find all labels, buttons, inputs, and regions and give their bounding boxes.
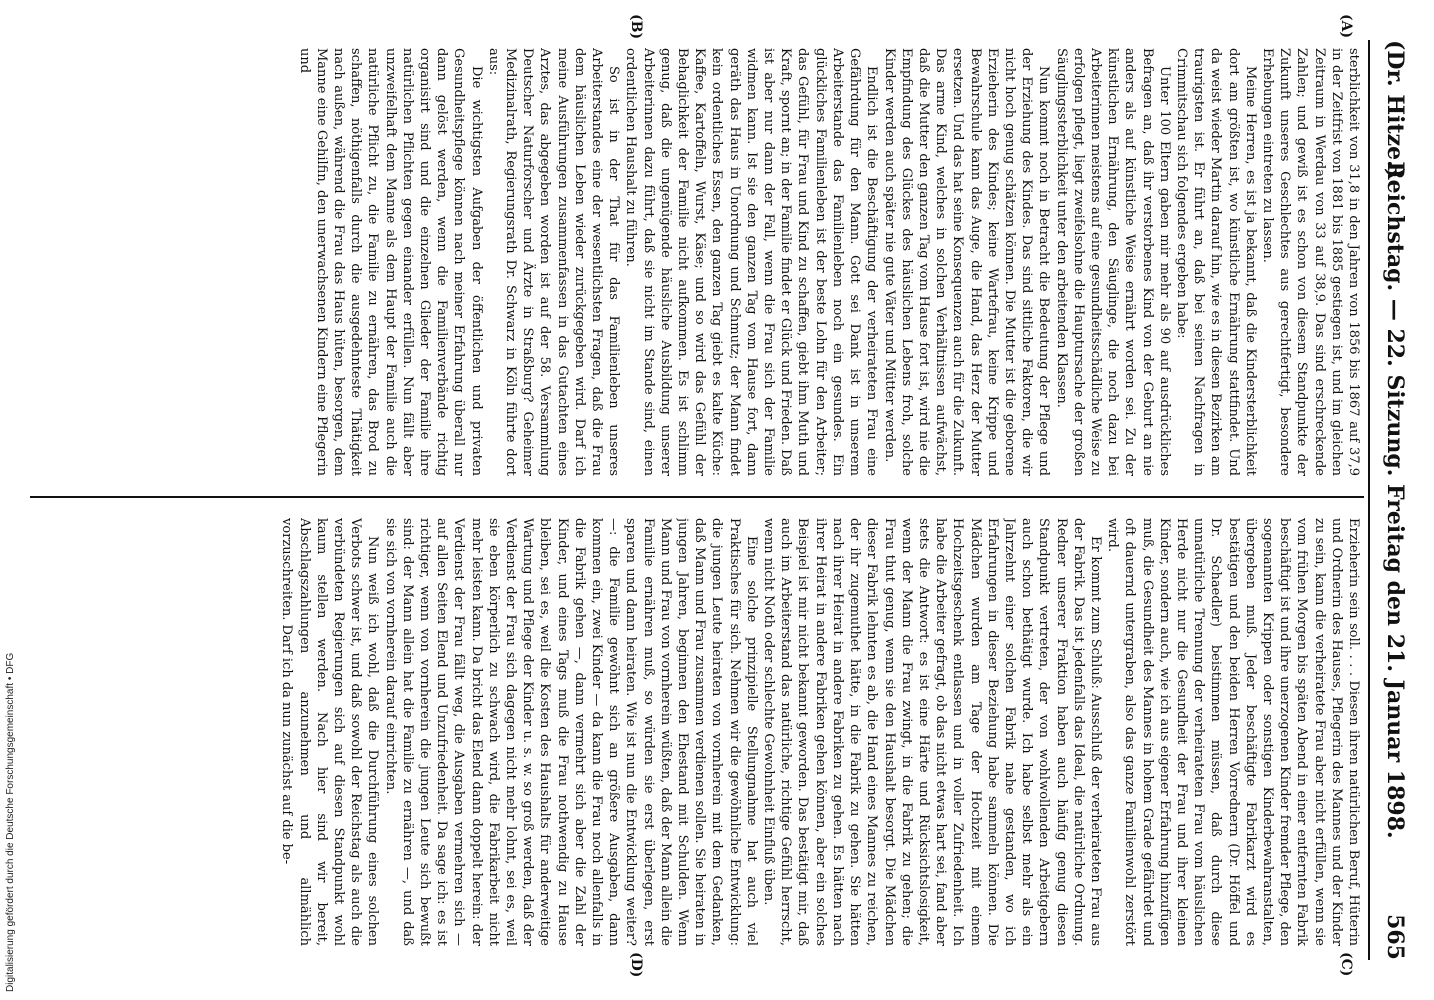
- column-divider: [30, 496, 1364, 498]
- paragraph: Er kommt zum Schluß: Ausschluß der verheirateten Frau aus der Fabrik. Das ist jedenfalls das Ideal, die natürliche Ordnung. Redner unserer Fraktion haben auch häufig genug diesen Standpunkt vertreten, der von wohlwollenden Arbeitgebern auch schon bethätigt wurde. Ich habe selbst mehr als ein Jahrzehnt einer solchen Fabrik nahe gestanden, wo ich Erfahrungen in dieser Beziehung habe sammeln können. Die Mädchen wurden am Tage der Hochzeit mit einem Hochzeitsgeschenk entlassen und in voller Zufriedenheit. Ich habe die Arbeiter gefragt, ob das nicht etwas hart sei, fand aber stets die Antwort: es ist eine Härte und Rücksichtslosigkeit, wenn der Mann die Frau zwingt, in die Fabrik zu gehen; die Frau thut genug, wenn sie den Haushalt besorgt. Die Mädchen dieser Fabrik lehnten es ab, die Hand eines Mannes zu reichen, der ihr zugemuthet hätte, in die Fabrik zu gehen. Sie hätten nach ihrer Heirat in andere Fabriken zu gehen. Es hätten nach ihrer Heirat in andere Fabriken gehen können, aber ein solches Beispiel ist mir nicht bekannt geworden. Das bestätigt mir, daß auch im Arbeiterstand das natürliche, richtige Gefühl herrscht, wenn nicht Noth oder schlechte Gewohnheit Einfluß üben.: [761, 518, 1103, 946]
- paragraph: So ist in der That für das Familienleben unseres Arbeiterstandes eine der wesentlichsten Fragen, daß die Frau dem häuslichen Leben wieder zurückgegeben wird. Darf ich meine Ausführungen zusammenfassen in das Gutachten eines Arztes, das abgegeben worden ist auf der 58. Versammlung Deutscher Naturforscher und Ärzte in Straßburg? Geheimer Medizinalrath, Regierungsrath Dr. Schwarz in Köln führte dort aus:: [485, 48, 622, 476]
- margin-marker-d: (D): [628, 952, 644, 978]
- running-header: [1378, 40, 1412, 960]
- paragraph: Eine solche prinzipielle Stellungnahme hat auch viel Praktisches für sich. Nehmen wir die gewöhnliche Entwicklung: die jungen Leute heiraten von vornherein mit dem Gedanken, daß Mann und Frau zusammen verdienen sollen. Sie heiraten in jungen Jahren, beginnen den Ehestand mit Schulden. Wenn Mann und Frau von vornherein wüßten, daß der Mann allein die Familie ernähren muß, so würden sie erst überlegen, erst sparen und dann heiraten. Wie ist nun die Entwicklung weiter? —: die Familie gewöhnt sich an größere Ausgaben, dann kommen ein, zwei Kinder — da kann die Frau noch allenfalls in die Fabrik gehen —, dann vermehrt sich aber die Zahl der Kinder, und eines Tags muß die Frau nothwendig zu Hause bleiben, sei es, weil die Kosten des Haushalts für anderweitige Wartung und Pflege der Kinder u. s. w. so groß werden, daß der Verdienst der Frau sich dagegen nicht mehr lohnt, sei es, weil sie eben körperlich zu schwach wird, die Fabrikarbeit nicht mehr leisten kann. Da bricht das Elend dann doppelt herein: der Verdienst der Frau fällt weg, die Ausgaben vermehren sich — auf allen Seiten Elend und Unzufriedenheit. Da sage ich: es ist richtiger, wenn von vornherein die jungen Leute sich bewußt sind: der Mann allein hat die Familie zu ernähren —, und daß sie sich von vornherein darauf einrichten.: [382, 518, 759, 946]
- margin-marker-b: (B): [628, 14, 644, 40]
- text-column-right: [30, 518, 1362, 946]
- paragraph: Nun weiß ich wohl, daß die Durchführung eines solchen Verbots schwer ist, und daß sowohl der Reichstag als auch die verbündeten Regierungen sich auf diesen Standpunkt wohl kaum stellen werden. Nach hier sind wir bereit, Abschlagszahlungen anzunehmen und allmählich vorzuschreiten. Darf ich da nun zunächst auf die be-: [279, 518, 381, 946]
- page-number: 565: [1382, 914, 1408, 960]
- margin-marker-c: (C): [1338, 952, 1354, 977]
- margin-marker-a: (A): [1338, 14, 1354, 39]
- running-title: Reichstag. — 22. Sitzung. Freitag den 21. Januar 1898.: [1382, 161, 1408, 839]
- quotation-paragraph: Unter 100 Eltern gaben mir mehr als 90 auf ausdrückliches Befragen an, daß ihr verstorbenes Kind von der Geburt an nie anders als auf künstliche Weise ernährt worden sei. Zu der künstlichen Ernährung, den Säuglinge, die noch dazu bei Arbeiterinnen meistens auf eine gesundheitsschädliche Weise zu erfolgen pflegt, liegt zweifelsohne die Hauptursache der großen Säuglingssterblichkeit unter den arbeitenden Klassen.: [1053, 48, 1172, 476]
- paragraph: sterblichkeit von 31,8 in den Jahren von 1856 bis 1867 auf 37,9 in der Zeitfrist von 1881 bis 1885 gestiegen ist, und im gleichen Zeitraum in Werdau von 33 auf 38,9. Das sind erschreckende Zahlen; und gewiß ist es schon von diesem Standpunkte der Zukunft unseres Geschlechtes aus gerechtfertigt, besondere Erhebungen eintreten zu lassen.: [1259, 48, 1361, 476]
- paragraph: Nun kommt noch in Betracht die Bedeutung der Pflege und der Erziehung des Kindes. Das sind sittliche Faktoren, die wir nicht hoch genug schätzen können. Die Mutter ist die geborene Erzieherin des Kindes; keine Wartefrau, keine Krippe und Bewahrschule kann das Auge, die Hand, das Herz der Mutter ersetzen. Und das hat seine Konsequenzen auch für die Zukunft. Das arme Kind, welches in solchen Verhältnissen aufwächst, daß die Mutter den ganzen Tag vom Hause fort ist, wird nie die Empfindung des Glückes des häuslichen Lebens froh, solche Kinder werden auch später nie gute Väter und Mütter werden.: [881, 48, 1052, 476]
- header-rule: [1368, 40, 1370, 960]
- digitisation-notice: [0, 0, 20, 1000]
- text-column-left: [30, 48, 1362, 476]
- quotation-paragraph: Erzieherin sein soll. . . . Diesen ihren natürlichen Beruf, Hüterin und Ordnerin des Hauses, Pflegerin des Mannes und der Kinder zu sein, kann die verheiratete Frau aber nicht erfüllen, wenn sie vom frühen Morgen bis späten Abend in einer entfernten Fabrik beschäftigt ist und ihre unerzogenen Kinder fremder Pflege, den sogenannten Krippen oder sonstigen Kinderbewahranstalten, übergeben muß. Jeder beschäftigte Fabrikarzt wird es bestätigen und den beiden Herren Vorrednern (Dr. Höffel und Dr. Schaedler) beistimmen müssen, daß durch diese unnatürliche Trennung der verheirateten Frau vom häuslichen Herde nicht nur die Gesundheit der Frau und ihrer kleinen Kinder, sondern auch, wie ich aus eigener Erfahrung hinzufügen muß, die Gesundheit des Mannes in hohem Grade gefährdet und oft dauernd untergraben, also das ganze Familienwohl zerstört wird.: [1105, 518, 1361, 946]
- quotation-paragraph: Die wichtigsten Aufgaben der öffentlichen und privaten Gesundheitspflege können nach meiner Erfahrung überall nur dann gelöst werden, wenn die Familienverbände richtig organisirt sind und die einzelnen Glieder der Familie ihre natürlichen Pflichten gegen einander erfüllen. Nun fällt aber unzweifelhaft dem Manne als dem Haupt der Familie auch die natürliche Pflicht zu, die Familie zu ernähren, das Brod zu schaffen, nöthigenfalls durch die ausgedehnteste Thätigkeit nach außen, während die Frau das Haus hüten, besorgen, dem Manne eine Gehilfin, den unerwachsenen Kindern eine Pflegerin und: [296, 48, 484, 476]
- speaker-marker: (Dr. Hitze.): [1382, 40, 1408, 179]
- paragraph: Meine Herren, es ist ja bekannt, daß die Kindersterblichkeit dort am größten ist, wo künstliche Ernährung stattfindet. Und da weist wieder Martin darauf hin, wie es in diesen Bezirken am traurigsten ist. Er führt an, daß bei seinen Nachfragen in Crimmitschau sich folgendes ergeben habe:: [1173, 48, 1258, 476]
- notice-text: Digitalisierung gefördert durch die Deutsche Forschungsgemeinschaft • DFG: [5, 652, 16, 992]
- paragraph: Endlich ist die Beschäftigung der verheirateten Frau eine Gefährdung für den Mann. Gott sei Dank ist in unserem Arbeiterstande das Familienleben noch ein gesundes. Ein glückliches Familienleben ist der beste Lohn für den Arbeiter; das Gefühl, für Frau und Kind zu schaffen, giebt ihm Muth und Kraft, spornt an; in der Familie findet er Glück und Frieden. Daß ist aber nur dann der Fall, wenn die Frau sich der Familie widmen kann. Ist sie den ganzen Tag vom Hause fort, dann geräth das Haus in Unordnung und Schmutz; der Mann findet kein ordentliches Essen, den ganzen Tag giebt es kalte Küche: Kaffee, Kartoffeln, Wurst, Käse; und so wird das Gefühl der Behaglichkeit der Familie nicht aufkommen. Es ist schlimm genug, daß die ungenügende häusliche Ausbildung unserer Arbeiterinnen dazu führt, daß sie nicht im Stande sind, einen ordentlichen Haushalt zu führen.: [623, 48, 880, 476]
